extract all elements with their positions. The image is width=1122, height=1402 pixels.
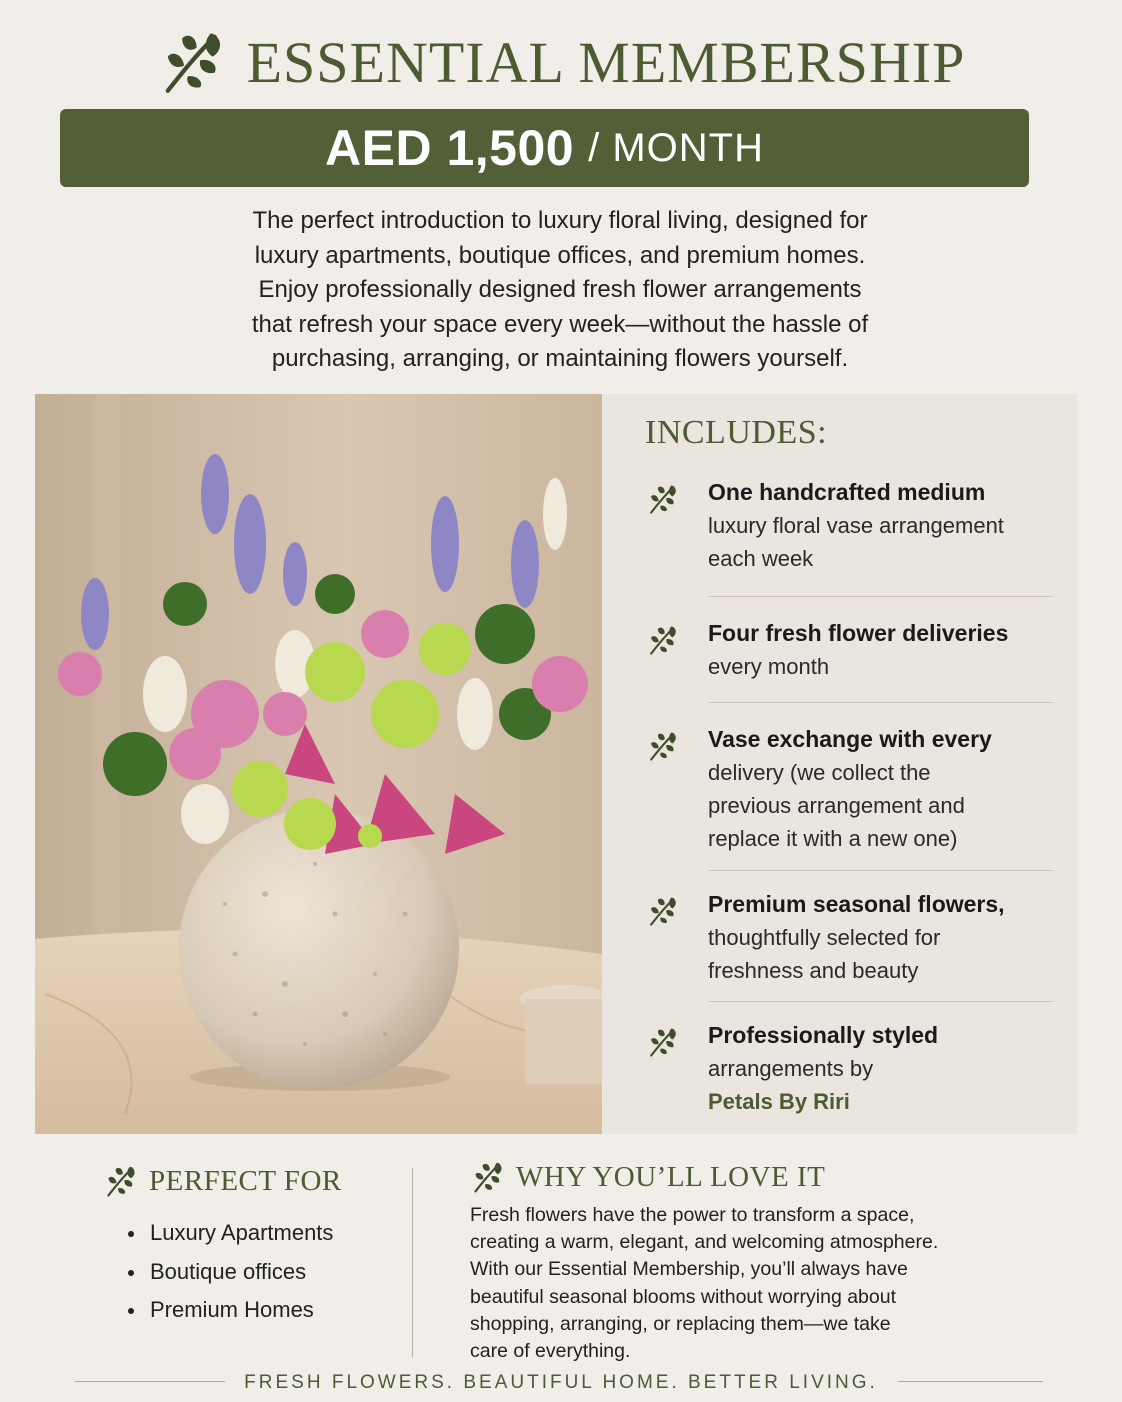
perfect-for-title: PERFECT FOR <box>149 1164 342 1197</box>
includes-item-line: luxury floral vase arrangement <box>708 513 1004 538</box>
divider <box>708 1001 1053 1002</box>
includes-item-line: delivery (we collect the <box>708 760 931 785</box>
leaf-bullet-icon <box>646 729 680 763</box>
includes-item-heading: Premium seasonal flowers, <box>708 891 1005 917</box>
why-line: creating a warm, elegant, and welcoming atmosphere. <box>470 1231 939 1254</box>
perfect-for-list <box>122 1214 333 1330</box>
list-item: Boutique offices <box>122 1253 333 1292</box>
includes-panel <box>602 394 1077 1134</box>
why-line: With our Essential Membership, you’ll always have <box>470 1258 908 1281</box>
divider <box>708 870 1053 871</box>
intro-line: that refresh your space every week—without the hassle of <box>251 310 869 338</box>
leaf-bullet-icon <box>646 894 680 928</box>
includes-item-line: freshness and beauty <box>708 958 919 983</box>
divider <box>708 596 1053 597</box>
intro-line: luxury apartments, boutique offices, and premium homes. <box>254 241 866 269</box>
leaf-bullet-icon <box>646 1025 680 1059</box>
why-line: care of everything. <box>470 1340 631 1363</box>
intro-line: Enjoy professionally designed fresh flower arrangements <box>258 276 862 303</box>
leaf-sprig-icon <box>157 26 229 98</box>
intro-line: The perfect introduction to luxury floral living, designed for <box>252 207 868 234</box>
list-item: Premium Homes <box>122 1291 333 1330</box>
why-line: shopping, arranging, or replacing them—we take <box>470 1312 891 1335</box>
price-period: / MONTH <box>588 125 764 170</box>
includes-item-line: thoughtfully selected for <box>708 925 941 950</box>
list-item: Luxury Apartments <box>122 1214 333 1253</box>
includes-item-line: every month <box>708 654 830 679</box>
page-header <box>0 22 1122 102</box>
includes-title: INCLUDES: <box>645 414 828 451</box>
why-line: beautiful seasonal blooms without worrying about <box>470 1285 897 1308</box>
leaf-icon <box>470 1159 506 1195</box>
intro-text <box>150 204 970 377</box>
divider <box>708 702 1053 703</box>
includes-item-line: arrangements by <box>708 1056 874 1081</box>
includes-item-heading: Professionally styled <box>708 1022 939 1048</box>
leaf-bullet-icon <box>646 482 680 516</box>
page-title: ESSENTIAL MEMBERSHIP <box>246 29 966 95</box>
includes-item-line: each week <box>708 546 814 571</box>
brand-name: Petals By Riri <box>708 1089 850 1114</box>
why-heading <box>470 1159 825 1195</box>
why-line: Fresh flowers have the power to transform a space, <box>470 1204 915 1226</box>
includes-item-heading: One handcrafted medium <box>708 479 986 505</box>
flower-vase-photo <box>35 394 602 1134</box>
includes-item-line: replace it with a new one) <box>708 826 958 851</box>
leaf-bullet-icon <box>646 623 680 657</box>
includes-item-line: previous arrangement and <box>708 793 965 818</box>
perfect-for-heading <box>103 1163 342 1199</box>
why-title: WHY YOU’LL LOVE IT <box>516 1160 826 1193</box>
intro-line: purchasing, arranging, or maintaining flowers yourself. <box>271 345 849 372</box>
column-divider <box>412 1168 413 1358</box>
why-text <box>470 1202 990 1365</box>
footer-tagline: FRESH FLOWERS. BEAUTIFUL HOME. BETTER LIVING. <box>244 1372 878 1393</box>
includes-item-heading: Four fresh flower deliveries <box>708 620 1009 646</box>
price-amount: AED 1,500 <box>325 120 575 176</box>
includes-item-heading: Vase exchange with every <box>708 726 992 752</box>
leaf-icon <box>103 1163 139 1199</box>
price-banner <box>60 109 1029 187</box>
